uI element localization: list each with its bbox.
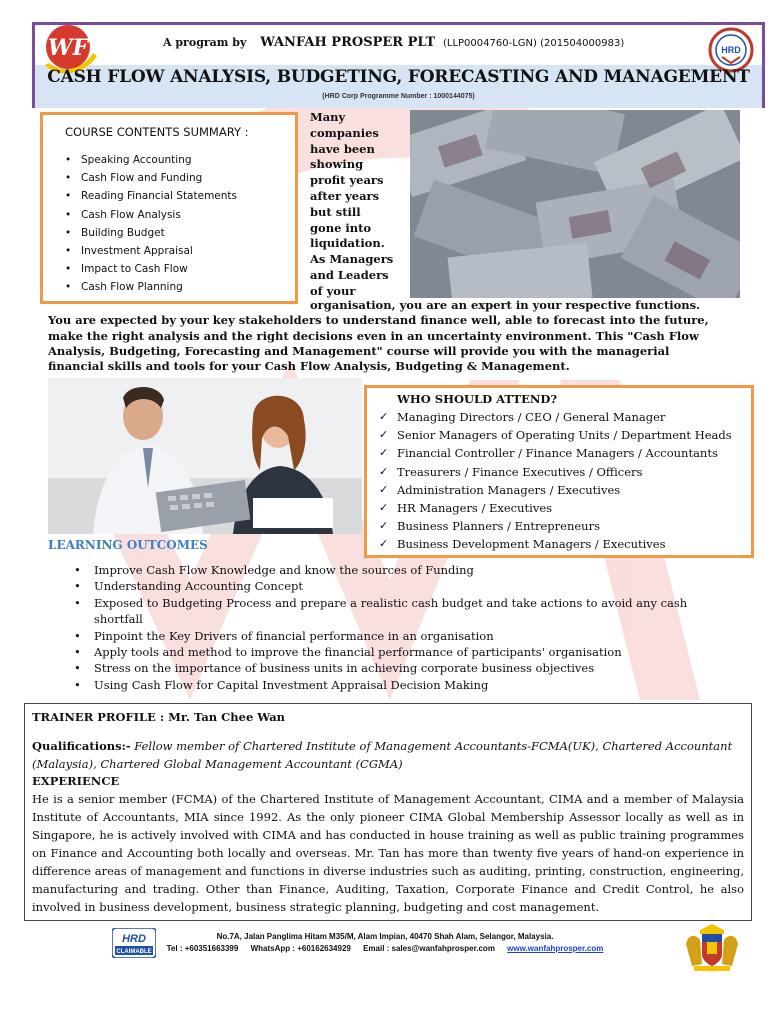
business-people-photo [48,378,362,534]
program-prefix: A program by [163,36,247,49]
learning-outcomes-title: LEARNING OUTCOMES [48,538,208,552]
list-item: • Pinpoint the Key Drivers of financial performance in an organisation [74,628,734,644]
list-item: • Impact to Cash Flow [65,260,295,278]
list-item: ✓ Managing Directors / CEO / General Manager [377,408,751,426]
program-line [163,35,624,50]
footer [0,924,770,984]
trainer-profile-title: TRAINER PROFILE : Mr. Tan Chee Wan [32,710,286,724]
svg-text:CLAIMABLE: CLAIMABLE [116,949,152,955]
list-item: • Investment Appraisal [65,242,295,260]
experience-title: EXPERIENCE [32,774,120,788]
malaysia-coat-of-arms-icon [680,924,744,972]
list-item: • Stress on the importance of business units in achieving corporate business objectives [74,660,734,676]
trainer-qualifications [32,738,744,773]
intro-lead-text [310,110,405,300]
list-item: • Speaking Accounting [65,151,295,169]
list-item: • Building Budget [65,224,295,242]
intro-lead-line: showing [310,157,364,172]
programme-number: (HRD Corp Programme Number : 1000144075) [322,93,475,100]
intro-lead-line: profit years [310,173,384,188]
list-item: • Cash Flow Planning [65,278,295,296]
intro-lead-line: but still [310,204,361,219]
course-contents-list [65,151,295,297]
list-item: ✓ Administration Managers / Executives [377,481,751,499]
qualifications-text: Fellow member of Chartered Institute of Management Accountants-FCMA(UK), Chartered Accountant (Malaysia), Chartered Global Management Accountant (CGMA) [32,739,733,771]
intro-lead-line: of your [310,283,356,298]
list-item: • Improve Cash Flow Knowledge and know the sources of Funding [74,562,734,578]
list-item: • Cash Flow and Funding [65,169,295,187]
list-item: ✓ Business Planners / Entrepreneurs [377,517,751,535]
list-item: ✓ Business Development Managers / Executives [377,535,751,553]
svg-text:WF: WF [47,35,89,61]
course-contents-title: COURSE CONTENTS SUMMARY : [65,125,249,139]
who-should-attend-list [377,408,751,554]
learning-outcomes-list [74,562,734,693]
intro-lead-line: As Managers [310,252,394,267]
intro-lead-line: companies [310,125,379,140]
company-registration: (LLP0004760-LGN) (201504000983) [442,38,625,49]
footer-contacts [0,944,770,953]
intro-paragraph [48,298,728,374]
course-contents-box [40,112,298,304]
list-item: ✓ Financial Controller / Finance Managers / Accountants [377,444,751,462]
list-item: • Cash Flow Analysis [65,206,295,224]
experience-text: He is a senior member (FCMA) of the Chartered Institute of Management Accountant, CIMA and a member of Malaysia Institute of Accountants, MIA since 1992. As the only pioneer CIMA Global Membership Assessor locally as well as in Singapore, he is actively involved with CIMA and has conducted in house training as well as public training programmes on Finance and Accounting both locally and overseas. Mr. Tan has more than twenty five years of hand-on experience in difference areas of management and functions in diverse industries such as auditing, printing, construction, engineering, manufacturing and trading. Other than Finance, Auditing, Taxation, Corporate Finance and Credit Control, he also involved in business development, business strategic planning, budgeting and cost management. [32,792,744,914]
list-item: ✓ Senior Managers of Operating Units / Department Heads [377,426,751,444]
footer-whatsapp: WhatsApp : +60162634929 [250,944,351,953]
qualifications-label: Qualifications:- [32,739,131,753]
intro-lead-line: after years [310,188,380,203]
footer-email: Email : sales@wanfahprosper.com [363,944,495,953]
list-item: ✓ Treasurers / Finance Executives / Officers [377,463,751,481]
website-link[interactable]: www.wanfahprosper.com [507,944,604,953]
list-item: • Reading Financial Statements [65,187,295,205]
svg-text:HRD: HRD [122,933,146,945]
trainer-profile-box [24,703,752,921]
company-name: WANFAH PROSPER PLT [260,35,436,50]
banknotes-photo [410,110,740,298]
page-title: CASH FLOW ANALYSIS, BUDGETING, FORECASTING AND MANAGEMENT [47,67,750,87]
list-item: ✓ HR Managers / Executives [377,499,751,517]
intro-lead-line: and Leaders [310,267,389,282]
intro-lead-line: liquidation. [310,236,385,251]
intro-body: You are expected by your key stakeholders to understand finance well, able to forecast into the future, make the right analysis and the right decisions even in an uncertainty environment. This "Cash Flow Analysis, Budgeting, Forecasting and Management" course will provide you with the managerial financial skills and tools for your Cash Flow Analysis, Budgeting & Management. [48,313,709,374]
wanfah-logo [39,23,97,73]
intro-line: organisation, you are an expert in your respective functions. [310,298,701,312]
footer-address: No.7A, Jalan Panglima Hitam M35/M, Alam Impian, 40470 Shah Alam, Selangor, Malaysia. [216,932,554,941]
list-item: • Apply tools and method to improve the financial performance of participants' organisation [74,644,734,660]
intro-lead-line: have been [310,141,375,156]
list-item: • Exposed to Budgeting Process and prepare a realistic cash budget and take actions to avoid any cash shortfall [74,595,734,628]
list-item: • Using Cash Flow for Capital Investment Appraisal Decision Making [74,677,734,693]
intro-lead-line: gone into [310,220,372,235]
list-item: • Understanding Accounting Concept [74,578,734,594]
header-banner [32,22,765,108]
who-should-attend-box [364,385,754,558]
footer-tel: Tel : +60351663399 [166,944,239,953]
svg-text:HRD: HRD [721,45,741,55]
who-should-attend-title: WHO SHOULD ATTEND? [397,392,558,406]
intro-lead-line: Many [310,110,346,124]
